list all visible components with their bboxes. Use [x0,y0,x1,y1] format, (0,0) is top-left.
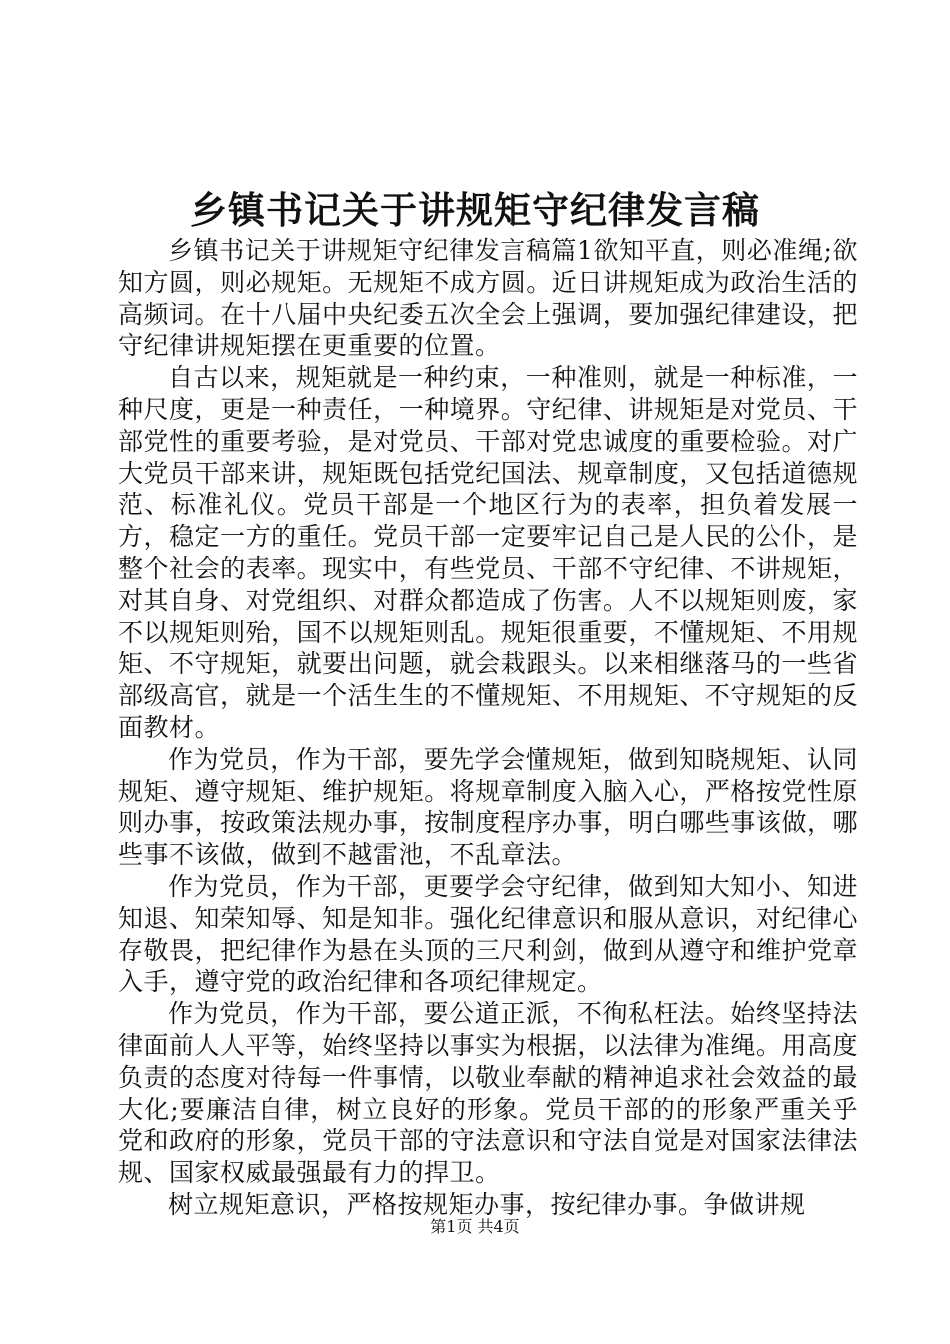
paragraph-5: 作为党员，作为干部，要公道正派，不徇私枉法。始终坚持法律面前人人平等，始终坚持以事实为根据，以法律为准绳。用高度负责的态度对待每一件事情，以敬业奉献的精神追求社会效益的最大化;要廉洁自律，树立良好的形象。党员干部的的形象严重关乎党和政府的形象，党员干部的守法意识和守法自觉是对国家法律法规、国家权威最强最有力的捍卫。 [118,999,858,1188]
paragraph-3: 作为党员，作为干部，要先学会懂规矩，做到知晓规矩、认同规矩、遵守规矩、维护规矩。将规章制度入脑入心，严格按党性原则办事，按政策法规办事，按制度程序办事，明白哪些事该做，哪些事不该做，做到不越雷池，不乱章法。 [118,744,858,870]
document-title: 乡镇书记关于讲规矩守纪律发言稿 [190,188,760,232]
paragraph-4: 作为党员，作为干部，更要学会守纪律，做到知大知小、知进知退、知荣知辱、知是知非。强化纪律意识和服从意识，对纪律心存敬畏，把纪律作为悬在头顶的三尺利剑，做到从遵守和维护党章入手，遵守党的政治纪律和各项纪律规定。 [118,871,858,997]
page-number-footer: 第1页 共4页 [430,1217,520,1236]
paragraph-1: 乡镇书记关于讲规矩守纪律发言稿篇1欲知平直，则必准绳;欲知方圆，则必规矩。无规矩不成方圆。近日讲规矩成为政治生活的高频词。在十八届中央纪委五次全会上强调，要加强纪律建设，把守纪律讲规矩摆在更重要的位置。 [118,236,858,361]
paragraph-6: 树立规矩意识，严格按规矩办事，按纪律办事。争做讲规 [168,1189,806,1219]
paragraph-2: 自古以来，规矩就是一种约束，一种准则，就是一种标准，一种尺度，更是一种责任，一种境界。守纪律、讲规矩是对党员、干部党性的重要考验，是对党员、干部对党忠诚度的重要检验。对广大党员干部来讲，规矩既包括党纪国法、规章制度，又包括道德规范、标准礼仪。党员干部是一个地区行为的表率，担负着发展一方，稳定一方的重任。党员干部一定要牢记自己是人民的公仆，是整个社会的表率。现实中，有些党员、干部不守纪律、不讲规矩，对其自身、对党组织、对群众都造成了伤害。人不以规矩则废，家不以规矩则殆，国不以规矩则乱。规矩很重要，不懂规矩、不用规矩、不守规矩，就要出问题，就会栽跟头。以来相继落马的一些省部级高官，就是一个活生生的不懂规矩、不用规矩、不守规矩的反面教材。 [118,363,858,742]
document-body [118,235,858,1221]
